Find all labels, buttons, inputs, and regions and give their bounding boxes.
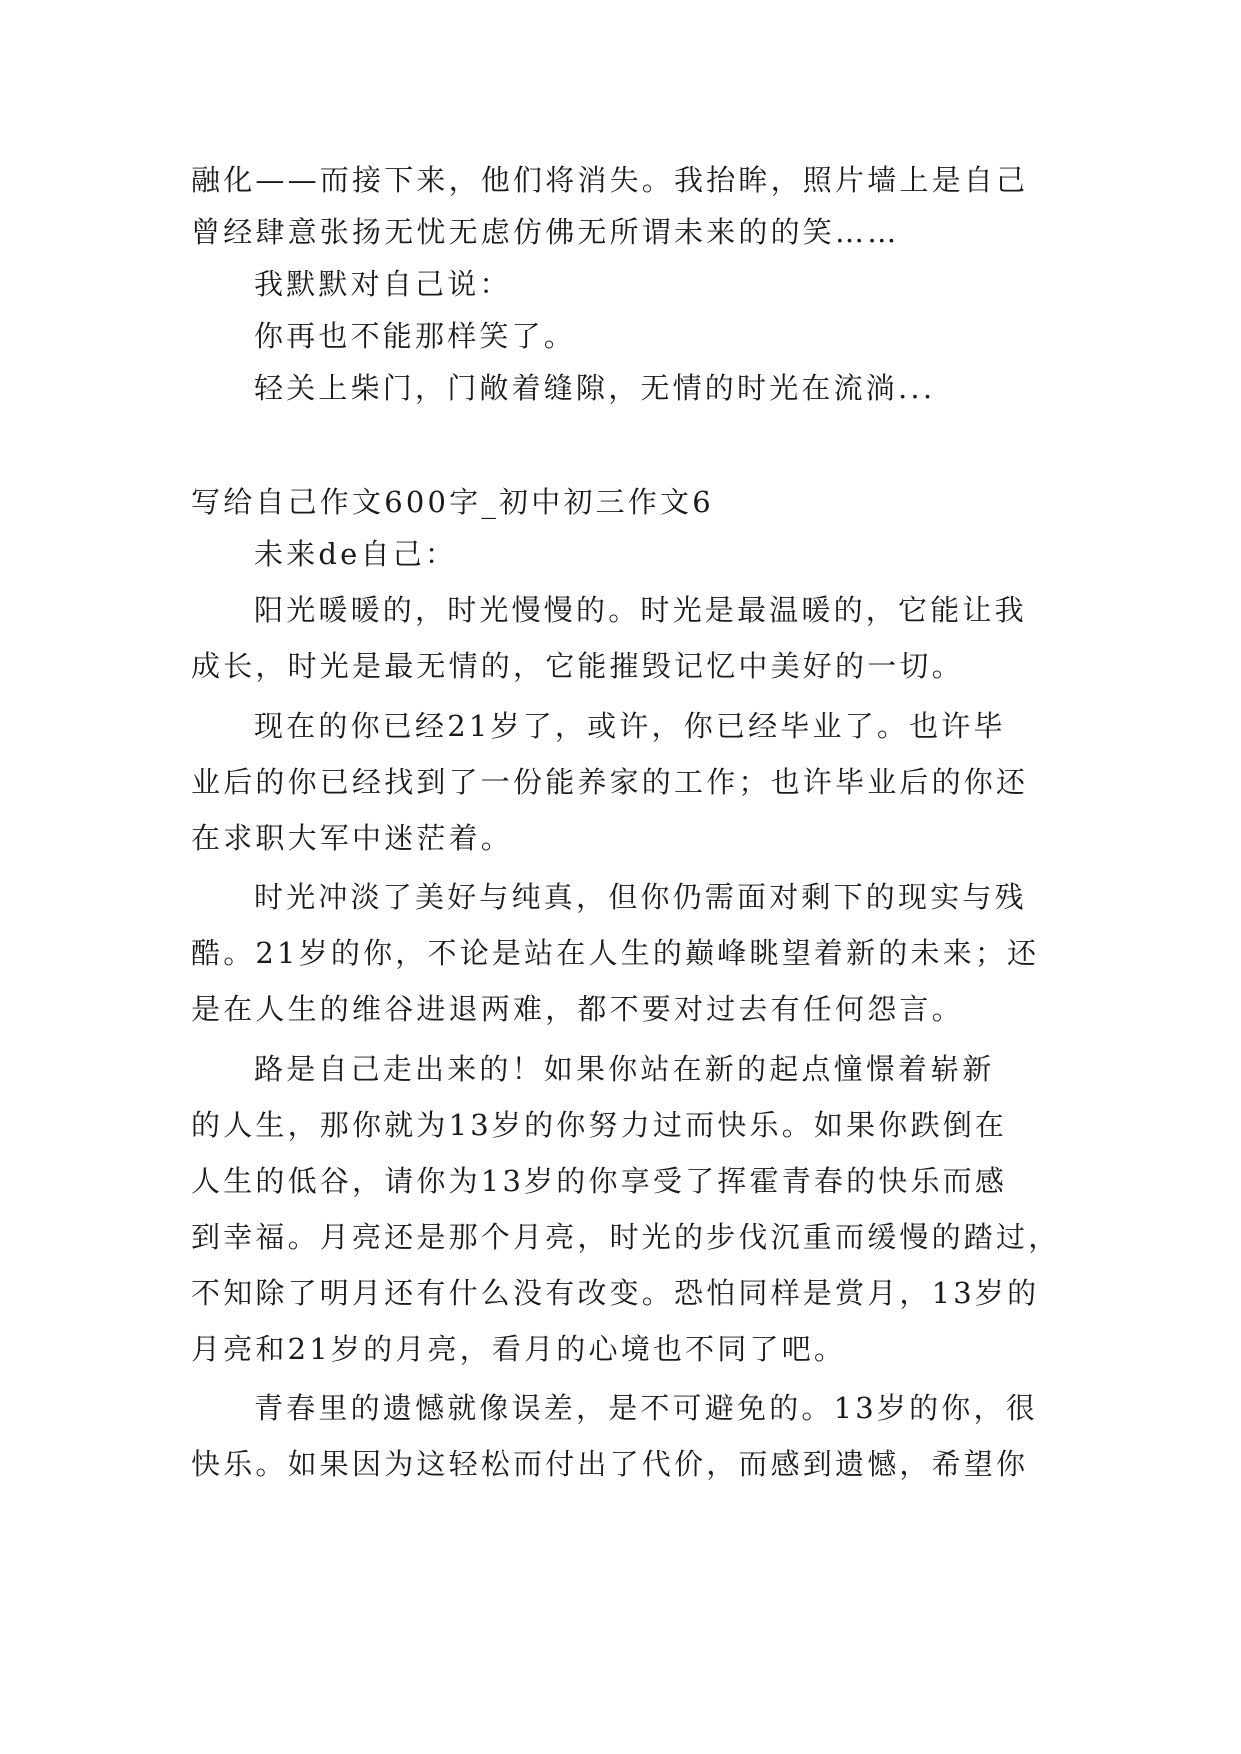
- paragraph-3-line-2: 酷。21岁的你，不论是站在人生的巅峰眺望着新的未来；还: [191, 936, 1040, 970]
- paragraph-4-line-4: 到幸福。月亮还是那个月亮，时光的步伐沉重而缓慢的踏过，: [191, 1220, 1061, 1254]
- paragraph-1-line-2: 成长，时光是最无情的，它能摧毁记忆中美好的一切。: [191, 649, 964, 683]
- text-line: 我默默对自己说：: [254, 267, 512, 301]
- paragraph-4-line-5: 不知除了明月还有什么没有改变。恐怕同样是赏月，13岁的: [191, 1276, 1040, 1310]
- paragraph-4-line-6: 月亮和21岁的月亮，看月的心境也不同了吧。: [191, 1332, 847, 1366]
- paragraph-2-line-2: 业后的你已经找到了一份能养家的工作；也许毕业后的你还: [191, 765, 1029, 799]
- text-line: 曾经肆意张扬无忧无虑仿佛无所谓未来的的笑……: [191, 215, 900, 249]
- paragraph-3-line-3: 是在人生的维谷进退两难，都不要对过去有任何怨言。: [191, 992, 964, 1026]
- paragraph-5-line-1: 青春里的遗憾就像误差，是不可避免的。13岁的你，很: [254, 1391, 1038, 1425]
- paragraph-4-line-2: 的人生，那你就为13岁的你努力过而快乐。如果你跌倒在: [191, 1108, 1008, 1142]
- paragraph-4-line-3: 人生的低谷，请你为13岁的你享受了挥霍青春的快乐而感: [191, 1164, 1008, 1198]
- salutation: 未来de自己：: [254, 537, 458, 571]
- text-line: 融化——而接下来，他们将消失。我抬眸，照片墙上是自己: [191, 163, 1029, 197]
- text-line: 你再也不能那样笑了。: [254, 319, 577, 353]
- section-title: 写给自己作文600字_初中初三作文6: [191, 485, 714, 519]
- text-line: 轻关上柴门，门敞着缝隙，无情的时光在流淌...: [254, 371, 936, 405]
- paragraph-1-line-1: 阳光暖暖的，时光慢慢的。时光是最温暖的，它能让我: [254, 593, 1027, 627]
- paragraph-3-line-1: 时光冲淡了美好与纯真，但你仍需面对剩下的现实与残: [254, 880, 1027, 914]
- paragraph-2-line-3: 在求职大军中迷茫着。: [191, 821, 514, 855]
- paragraph-5-line-2: 快乐。如果因为这轻松而付出了代价，而感到遗憾，希望你: [191, 1447, 1029, 1481]
- paragraph-2-line-1: 现在的你已经21岁了，或许，你已经毕业了。也许毕: [254, 709, 1006, 743]
- paragraph-4-line-1: 路是自己走出来的！如果你站在新的起点憧憬着崭新: [254, 1052, 995, 1086]
